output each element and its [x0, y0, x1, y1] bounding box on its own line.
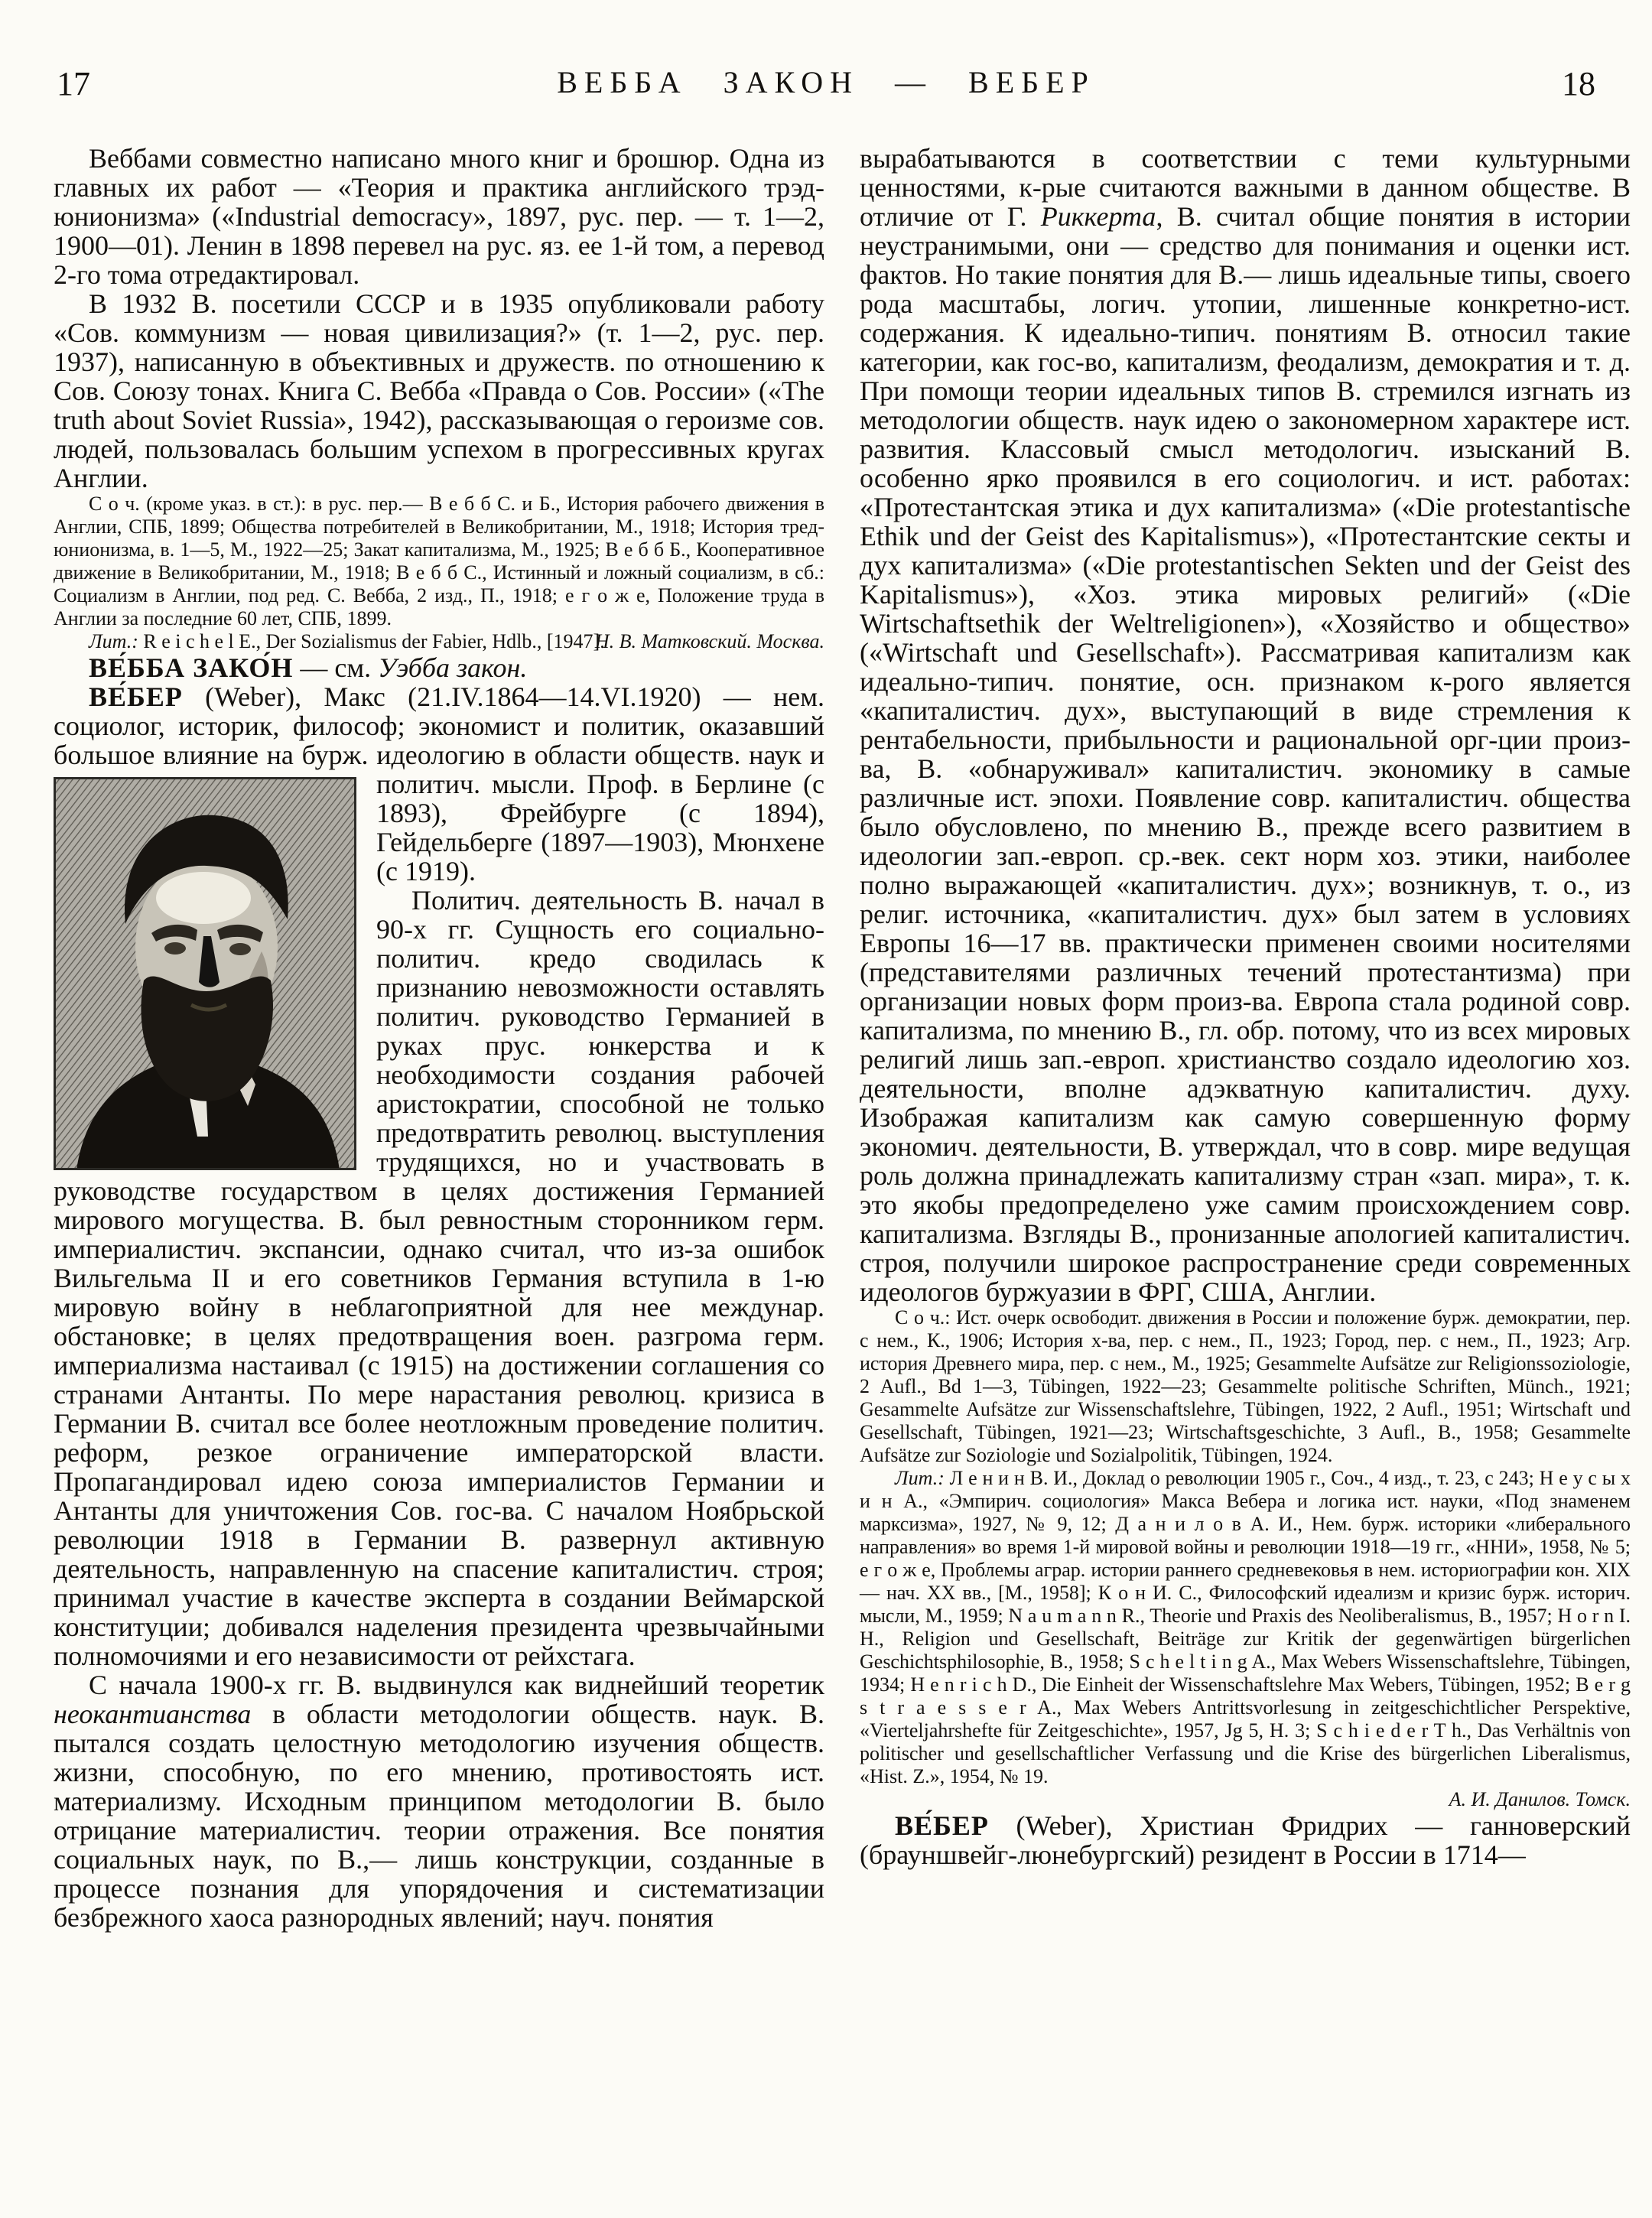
page-number-right: 18 [1562, 65, 1595, 102]
page-header [54, 64, 1598, 110]
entry-vebba-zakon [54, 653, 824, 682]
page-number-left: 17 [57, 65, 90, 102]
text-run: Уэбба закон. [378, 652, 528, 683]
entry-veber-max [54, 682, 824, 886]
veber-literature-bibliography [860, 1467, 1631, 1788]
text-run: вырабатываются в соответствии с теми культурными ценностями, к-рые считаются важными в данном обществе. В отличие от Г. [860, 143, 1631, 232]
text-run: А. И. Данилов. Томск. [1449, 1788, 1631, 1810]
text-run: неокантианства [54, 1699, 252, 1729]
text-run: Лит.: [895, 1467, 945, 1489]
right-column [860, 144, 1631, 1869]
text-run: в области методологии обществ. наук. В. пытался создать целостную методологию изучения обществ. жизни, способную, по его мнению, противостоять ист. материализму. Исходным принципом методологии В. было отрицание материалистич. теории отражения. Все понятия социальных наук, по В.,— лишь конструкции, созданные в процессе познания для упорядочения и систематизации безбрежного хаоса разнородных явлений; науч. понятия [54, 1699, 824, 1933]
text-run: R e i c h e l E., Der Sozialismus der Fabier, Hdlb., [1947]. [138, 630, 605, 652]
text-run: Риккерта [1040, 201, 1156, 232]
webb-literature-bibliography [54, 630, 824, 653]
text-run: Веббами совместно написано много книг и брошюр. Одна из главных их работ — «Теория и практика английского трэд-юнионизма» («Industrial democracy», 1897, рус. пер. — т. 1—2, 1900—01). Ленин в 1898 перевел на рус. яз. ее 1-й том, а перевод 2-го тома отредактировал. [54, 143, 824, 290]
text-run: (Weber), Макс (21.IV.1864—14.VI.1920) — нем. социолог, историк, философ; экономист и политик, оказавший большое влияние на бурж. идеологию в области обществ. наук и политич. мысли. Проф. [54, 681, 824, 799]
text-run: В 1932 В. посетили СССР и в 1935 опубликовали работу «Сов. коммунизм — новая цивилизация?» (т. 1—2, рус. пер. 1937), написанную в объективных и дружеств. по отношению к Сов. Союзу тонах. Книга С. Вебба «Правда о Сов. России» («The truth about Soviet Russia», 1942), рассказывающая о героизме сов. людей, пользовалась большим успехом в прогрессивных кругах Англии. [54, 288, 824, 493]
text-run: С о ч.: Ист. очерк освободит. движения в России и положение бурж. демократии, пер. с нем., К., 1906; История х-ва, пер. с нем., П., 1923; Город, пер. с нем., П., 1923; Агр. история Древнего мира, пер. с нем., М., 1925; Gesammelte Aufsätze zur Religionssoziologie, 2 Aufl., Bd 1—3, Tübingen, 1922—23; Gesammelte politische Schriften, Münch., 1921; Gesammelte Aufsätze zur Wissenschaftslehre, Tübingen, 1922, 2 Aufl., 1951; Wirtschaft und Gesellschaft, Tübingen, 1921—23; Wirtschaftsgeschichte, 3 Aufl., B., 1958; Gesammelte Aufsätze zur Soziologie und Sozialpolitik, Tübingen, 1924. [860, 1306, 1631, 1466]
headword-veber-max: ВЕ́БЕР [89, 681, 183, 712]
text-run: , В. считал общие понятия в истории неустранимыми, они — средство для понимания и оценки ист. фактов. Но такие понятия для В.— лишь идеальные типы, своего рода масштабы, логич. утопии, лишенные конкретно-ист. содержания. К идеально-типич. понятиям В. относил такие категории, как гос-во, капитализм, феодализм, демократия и т. д. При помощи теории идеальных типов В. стремился изгнать из методологии обществ. наук идею о закономерном характере ист. развития. Классовый смысл методологич. изысканий В. особенно ярко проявился в его социологич. и ист. работах: «Протестантская этика и дух капитализма» («Die protestantische Ethik und der Geist des Kapitalismus»), «Протестантские секты и дух капитализма» («Die protestantischen Sekten und der Geist des Kapitalismus»), «Хоз. этика мировых религий» («Die Wirtschaftsethik der Weltreligionen»), «Хозяйство и общество» («Wirtschaft und Gesellschaft»). Рассматривая капитализм как идеально-типич. понятие, осн. признаком к-рого является «капиталистич. дух», выступающий в виде стремления к рентабельности, прибыльности и рациональной орг-ции произ-ва, В. «обнаруживал» капиталистич. экономику в самые различные ист. эпохи. Появление совр. капиталистич. общества было обусловлено, по мнению В., прежде всего развитием в идеологии зап.-европ. ср.-век. сект норм хоз. этики, наиболее полно выражающей «капиталистич. дух»; возникнув, т. о., из религ. источника, «капиталистич. дух» был затем в условиях Европы 16—17 вв. практически применен своими носителями (представителями различных течений протестантизма) при организации новых форм произ-ва. Европа стала родиной совр. капитализма, по мнению В., гл. обр. потому, что из всех мировых религий лишь зап.-европ. христианство создало идеологию хоз. деятельности, вполне адэкватную капиталистич. духу. Изображая капитализм как самую совершенную форму экономич. деятельности, В. утверждал, что в совр. мире ведущая роль должна принадлежать капитализму стран «зап. мира», т. к. это якобы предопределено уже самим происхождением совр. капитализма. Взгляды В., пронизанные апологией капиталистич. строя, получили широкое распространение среди современных идеологов буржуазии в ФРГ, США, Англии. [860, 201, 1631, 1307]
text-run: С о ч. (кроме указ. в ст.): в рус. пер.— В е б б С. и Б., История рабочего движения в Англии, СПБ, 1899; Общества потребителей в Великобритании, М., 1918; История тред-юнионизма, в. 1—5, М., 1922—25; Закат капитализма, М., 1925; В е б б Б., Кооперативное движение в Великобритании, М., 1918; В е б б С., Истинный и ложный социализм, в сб.: Социализм в Англии, под ред. С. Вебба, 2 изд., П., 1918; е г о ж е, Положение труда в Англии за последние 60 лет, СПБ, 1899. [54, 493, 824, 629]
veber-ideal-types [860, 144, 1631, 1306]
webb-paragraph-ussr [54, 289, 824, 493]
text-run: в Берлине (с 1893), Фрейбурге (с 1894), Гейдельберге (1897—1903), Мюнхене (с 1919). [376, 769, 824, 886]
text-run: С начала 1900-х гг. В. выдвинулся как виднейший теоретик [89, 1670, 824, 1700]
text-run: (Weber), Христиан Фридрих — ганноверский (брауншвейг-люнебургский) резидент в России в 1714— [860, 1810, 1631, 1870]
entry-veber-christian [860, 1811, 1631, 1869]
text-run: Л е н и н В. И., Доклад о революции 1905 г., Соч., 4 изд., т. 23, с 243; Н е у с ы х и н А., «Эмпирич. социология» Макса Вебера и логика ист. науки, «Под знаменем марксизма», 1927, № 9, 12; Д а н и л о в А. И., Нем. бурж. историки «либерального направления» во время 1-й мировой войны и революции 1918—19 гг., «ННИ», 1958, № 5; е г о ж е, Проблемы аграр. истории раннего средневековья в нем. историографии кон. XIX — нач. XX вв., [М., 1958]; К о н И. С., Философский идеализм и кризис бурж. историч. мысли, М., 1959; N a u m a n n R., Theorie und Praxis des Neoliberalismus, B., 1957; H o r n I. H., Religion und Gesellschaft, Beiträge zur Kritik der gegenwärtigen bürgerlichen Geschichtsphilosophie, B., 1958; S c h e l t i n g A., Max Webers Wissenschaftslehre, Tübingen, 1934; H e n r i c h D., Die Einheit der Wissenschaftslehre Max Webers, Tübingen, 1952; B e r g s t r a e s s e r A., Max Webers Antrittsvorlesung in zeitgeschichtlicher Perspektive, «Vierteljahrshefte für Zeitgeschichte», 1957, Jg 5, H. 3; S c h i e d e r T h., Das Verhältnis von politischer und gesellschaftlicher Verfassung und die Krise des bürgerlichen Liberalismus, «Hist. Z.», 1954, № 19. [860, 1467, 1631, 1787]
headword-veber-christian: ВЕ́БЕР [895, 1810, 989, 1841]
webb-paragraph-books [54, 144, 824, 289]
webb-works-bibliography [54, 493, 824, 630]
veber-works-bibliography [860, 1306, 1631, 1467]
portrait-halftone-image [54, 777, 356, 1170]
text-run: Лит.: [89, 630, 138, 652]
author-signature-danilov [860, 1788, 1631, 1811]
max-weber-portrait-photo [54, 777, 356, 1170]
left-column [54, 144, 824, 1932]
text-run: — см. [293, 652, 379, 683]
veber-methodology [54, 1670, 824, 1932]
author-signature: Н. В. Матковский. Москва. [594, 630, 824, 652]
headword-vebba-zakon: ВЕ́ББА ЗАКО́Н [89, 652, 294, 683]
running-title: ВЕББА ЗАКОН — ВЕБЕР [557, 65, 1095, 99]
text-run: Политич. деятельность В. начал в 90-х гг. Сущность его социально-политич. кредо сводилась к признанию невозможности оставлять политич. руководство Германией в руках прус. юнкерства и к необходимости создания рабочей аристократии, способной не только предотвратить революц. выступления трудящихся, но и участвовать в руководстве государством в целях достижения Германией мирового могущества. В. был ревностным сторонником герм. империалистич. экспансии, однако считал, что из-за ошибок Вильгельма II и его советников Германия вступила в 1-ю мировую войну в неблагоприятной для нее междунар. обстановке; в целях предотвращения воен. разгрома герм. империализма настаивал (с 1915) на достижении соглашения со странами Антанты. По мере нарастания революц. кризиса в Германии В. считал все более неотложным проведение политич. реформ, резкое ограничение императорской власти. Пропагандировал идею союза империалистов Германии и Антанты для уничтожения Сов. гос-ва. С началом Ноябрьской революции 1918 в Германии В. развернул активную деятельность, направленную на спасение капиталистич. строя; принимал участие в качестве эксперта в создании Веймарской конституции; добивался наделения президента чрезвычайными полномочиями и его независимости от рейхстага. [54, 885, 824, 1671]
